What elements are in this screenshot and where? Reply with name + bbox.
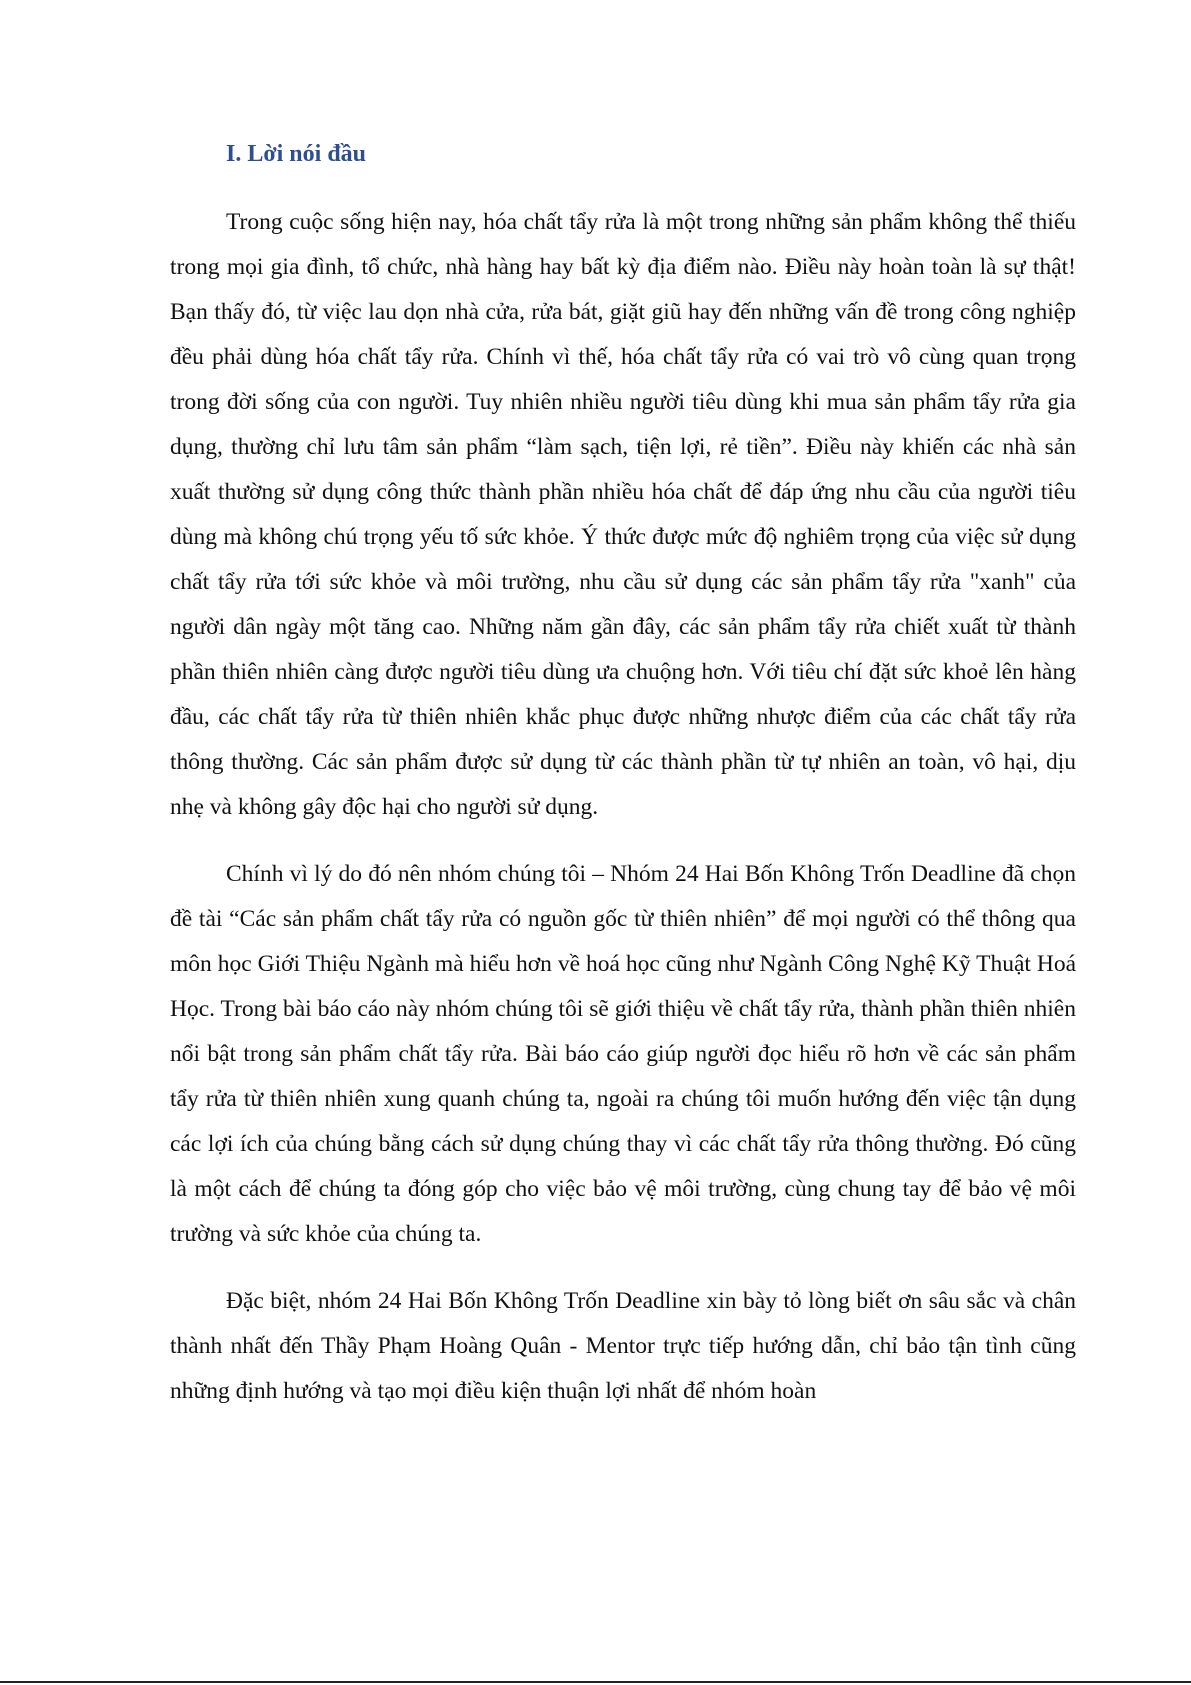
section-heading: I. Lời nói đầu xyxy=(226,141,367,167)
paragraph-intro: Trong cuộc sống hiện nay, hóa chất tẩy rửa là một trong những sản phẩm không thể thiếu trong mọi gia đình, tổ chức, nhà hàng hay bất kỳ địa điểm nào. Điều này hoàn toàn là sự thật! Bạn thấy đó, từ việc lau dọn nhà cửa, rửa bát, giặt giũ hay đến những vấn đề trong công nghiệp đều phải dùng hóa chất tẩy rửa. Chính vì thế, hóa chất tẩy rửa có vai trò vô cùng quan trọng trong đời sống của con người. Tuy nhiên nhiều người tiêu dùng khi mua sản phẩm tẩy rửa gia dụng, thường chỉ lưu tâm sản phẩm “làm sạch, tiện lợi, rẻ tiền”. Điều này khiến các nhà sản xuất thường sử dụng công thức thành phần nhiều hóa chất để đáp ứng nhu cầu của người tiêu dùng mà không chú trọng yếu tố sức khỏe. Ý thức được mức độ nghiêm trọng của việc sử dụng chất tẩy rửa tới sức khỏe và môi trường, nhu cầu sử dụng các sản phẩm tẩy rửa "xanh" của người dân ngày một tăng cao. Những năm gần đây, các sản phẩm tẩy rửa chiết xuất từ thành phần thiên nhiên càng được người tiêu dùng ưa chuộng hơn. Với tiêu chí đặt sức khoẻ lên hàng đầu, các chất tẩy rửa từ thiên nhiên khắc phục được những nhược điểm của các chất tẩy rửa thông thường. Các sản phẩm được sử dụng từ các thành phần từ tự nhiên an toàn, vô hại, dịu nhẹ và không gây độc hại cho người sử dụng. xyxy=(170,209,1076,820)
paragraph-topic-choice: Chính vì lý do đó nên nhóm chúng tôi – Nhóm 24 Hai Bốn Không Trốn Deadline đã chọn đề tài “Các sản phẩm chất tẩy rửa có nguồn gốc từ thiên nhiên” để mọi người có thể thông qua môn học Giới Thiệu Ngành mà hiểu hơn về hoá học cũng như Ngành Công Nghệ Kỹ Thuật Hoá Học. Trong bài báo cáo này nhóm chúng tôi sẽ giới thiệu về chất tẩy rửa, thành phần thiên nhiên nổi bật trong sản phẩm chất tẩy rửa. Bài báo cáo giúp người đọc hiểu rõ hơn về các sản phẩm tẩy rửa từ thiên nhiên xung quanh chúng ta, ngoài ra chúng tôi muốn hướng đến việc tận dụng các lợi ích của chúng bằng cách sử dụng chúng thay vì các chất tẩy rửa thông thường. Đó cũng là một cách để chúng ta đóng góp cho việc bảo vệ môi trường, cùng chung tay để bảo vệ môi trường và sức khỏe của chúng ta. xyxy=(170,861,1076,1247)
bottom-rule xyxy=(0,1681,1191,1683)
paragraph-acknowledgement: Đặc biệt, nhóm 24 Hai Bốn Không Trốn Deadline xin bày tỏ lòng biết ơn sâu sắc và chân thành nhất đến Thầy Phạm Hoàng Quân - Mentor trực tiếp hướng dẫn, chỉ bảo tận tình cũng những định hướng và tạo mọi điều kiện thuận lợi nhất để nhóm hoàn xyxy=(170,1288,1076,1404)
body-text xyxy=(170,200,1076,1436)
